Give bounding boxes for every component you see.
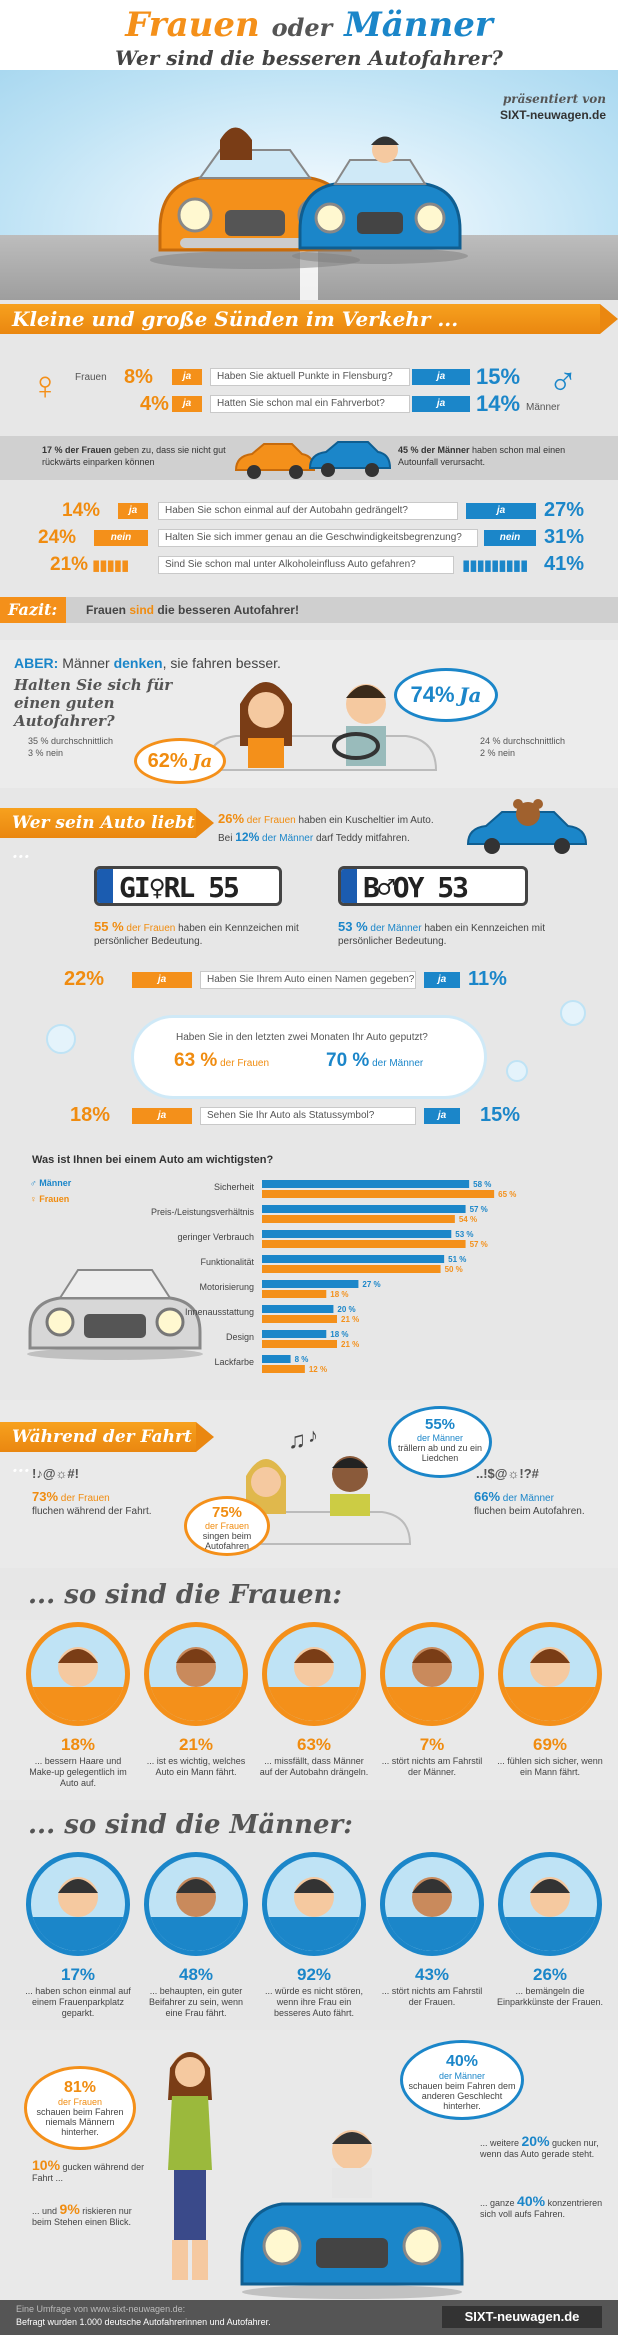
fazit-text xyxy=(86,603,299,617)
teddy-f-pct: 26% xyxy=(218,811,245,826)
f9-text: riskieren nur beim Stehen einen Blick. xyxy=(32,2206,132,2227)
chart-bar-frauen xyxy=(262,1340,337,1348)
plate-m-text: haben ein Kennzeichen mit persönlicher Bedeutung. xyxy=(338,923,545,947)
frauen-illustration-circle xyxy=(26,1622,130,1726)
frauen-person-illustration xyxy=(31,1627,125,1721)
row-flensburg-f-ja: ja xyxy=(172,369,202,385)
accident-pct: 45 % der Männer xyxy=(398,445,470,455)
m40b-text: konzentrieren sich voll aufs Fahren. xyxy=(480,2198,603,2219)
eu-band-icon xyxy=(97,869,113,903)
f10-pct: 10% xyxy=(32,2157,61,2173)
page-title xyxy=(0,6,618,47)
f-curse-text: fluchen während der Fahrt. xyxy=(32,1506,152,1517)
frauen-stat-text: ... fühlen sich sicher, wenn ein Mann fährt. xyxy=(497,1756,603,1777)
chart-value-label: 57 % xyxy=(469,1205,488,1214)
row-geschwindigkeit-f-pct: 24% xyxy=(38,527,77,548)
maenner-stat-text: ... stört nichts am Fahrstil der Frauen. xyxy=(381,1986,483,2007)
chart-value-label: 58 % xyxy=(473,1180,492,1189)
plate-female-text: GI♀RL 55 xyxy=(119,871,238,904)
maenner-stat-value: 48% xyxy=(178,1965,214,1984)
f-sing-text: singen beim Autofahren xyxy=(202,1531,252,1551)
row-draengeln-question: Haben Sie schon einmal auf der Autobahn gedrängelt? xyxy=(158,502,458,520)
chart-category-label: geringer Verbrauch xyxy=(177,1232,254,1242)
frauen-stat-text: ... bessern Haare und Make-up gelegentlich im Auto auf. xyxy=(29,1756,127,1788)
frauen-stat xyxy=(495,1734,605,1778)
aber-post: , sie fahren besser. xyxy=(162,655,281,671)
row-flensburg-m-ja: ja xyxy=(412,369,470,385)
chart-bar-maenner xyxy=(262,1305,333,1313)
title-oder: oder xyxy=(271,13,333,42)
maenner-person-illustration xyxy=(31,1857,125,1951)
m20-pre: ... weitere xyxy=(480,2138,522,2148)
fazit-pre: Frauen xyxy=(86,603,130,617)
frauen-person-illustration xyxy=(385,1627,479,1721)
m40-word: der Männer xyxy=(438,2071,486,2081)
chart-bar-maenner xyxy=(262,1230,451,1238)
male-curse-text xyxy=(474,1490,614,1518)
chart-bar-maenner xyxy=(262,1205,466,1213)
maenner-stat-value: 17% xyxy=(60,1965,96,1984)
sixt-logo-text: SIXT-neuwagen.de xyxy=(499,108,606,122)
fazit-post: die besseren Autofahrer! xyxy=(154,603,299,617)
plate-f-word: der Frauen xyxy=(123,923,176,934)
f9-pre: ... und xyxy=(32,2206,60,2216)
aber-left-2: 3 % nein xyxy=(28,748,64,758)
bubble-female-ja: Ja xyxy=(192,751,213,772)
f-curse-pct: 73% xyxy=(32,1489,59,1504)
maenner-stat-value: 43% xyxy=(414,1965,450,1984)
maenner-illustration-circle xyxy=(498,1852,602,1956)
female-curse-text xyxy=(32,1490,172,1518)
frauen-illustration-circle xyxy=(144,1622,248,1726)
m40b-pre: ... ganze xyxy=(480,2198,518,2208)
chart-value-label: 54 % xyxy=(458,1215,478,1224)
blue-car-illustration xyxy=(285,120,475,265)
row-alkohol-m-pct: 41% xyxy=(544,553,585,575)
teddy-m-text: darf Teddy mitfahren. xyxy=(313,833,410,844)
parking-pct: 17 % der Frauen xyxy=(42,445,112,455)
m-curse-word: der Männer xyxy=(500,1493,554,1504)
teddy-m-word: der Männer xyxy=(259,833,314,844)
page-subtitle: Wer sind die besseren Autofahrer? xyxy=(115,46,503,70)
chart-value-label: 57 % xyxy=(469,1240,488,1249)
wash-f-word: der Frauen xyxy=(217,1058,270,1069)
row-draengeln-f-ja: ja xyxy=(118,503,148,519)
frauen-stat xyxy=(377,1734,487,1778)
aber-question: Halten Sie sich für einen guten Autofahrer? xyxy=(14,676,173,730)
maenner-person-illustration xyxy=(149,1857,243,1951)
m20-text: gucken nur, wenn das Auto gerade steht. xyxy=(480,2138,599,2159)
male-label: Männer xyxy=(526,402,560,413)
chart-bar-frauen xyxy=(262,1315,337,1323)
teddy-text xyxy=(218,810,498,847)
chart-category-label: Lackfarbe xyxy=(214,1357,254,1367)
bubble-male xyxy=(394,668,498,722)
plate-f-pct: 55 % xyxy=(94,919,124,934)
frauen-heading: ... so sind die Frauen: xyxy=(28,1580,343,1610)
chart-bar-frauen xyxy=(262,1290,326,1298)
frauen-stat-text: ... stört nichts am Fahrstil der Männer. xyxy=(381,1756,483,1777)
chart-value-label: 51 % xyxy=(448,1255,467,1264)
row-draengeln-f-pct: 14% xyxy=(62,500,101,521)
chart-value-label: 53 % xyxy=(455,1230,474,1239)
wash-m-word: der Männer xyxy=(369,1058,424,1069)
bubble-deco-2 xyxy=(46,1024,76,1054)
f-sing-word: der Frauen xyxy=(204,1521,250,1531)
frauen-stat-value: 7% xyxy=(419,1735,445,1754)
row-name-question: Haben Sie Ihrem Auto einen Namen gegeben? xyxy=(200,971,416,989)
wash-female xyxy=(174,1050,269,1072)
m-sing-word: der Männer xyxy=(416,1433,464,1443)
frauen-stat-value: 63% xyxy=(296,1735,332,1754)
header xyxy=(0,0,618,300)
wash-m-pct: 70 % xyxy=(326,1050,370,1071)
m-curse-text: fluchen beim Autofahren. xyxy=(474,1506,585,1517)
chart-value-label: 18 % xyxy=(330,1290,349,1299)
section-auto-title: Wer sein Auto liebt ... xyxy=(12,813,195,863)
row-flensburg-f-pct: 8% xyxy=(124,366,153,388)
row-flensburg-question: Haben Sie aktuell Punkte in Flensburg? xyxy=(210,368,410,386)
plate-f-text: haben ein Kennzeichen mit persönlicher Bedeutung. xyxy=(94,923,299,947)
chart-bar-maenner xyxy=(262,1280,358,1288)
row-flensburg-m-pct: 15% xyxy=(476,364,521,389)
row-name-f-ja: ja xyxy=(132,972,192,988)
maenner-stat-text: ... behaupten, ein guter Beifahrer zu sein, wenn eine Frau fährt. xyxy=(148,1986,244,2018)
chart-value-label: 27 % xyxy=(362,1280,381,1289)
row-name-f-pct: 22% xyxy=(64,968,105,990)
bubble-male-pct: 74% xyxy=(410,682,455,707)
teddy-f-text: haben ein Kuscheltier im Auto. xyxy=(295,815,434,826)
row-alkohol-question: Sind Sie schon mal unter Alkoholeinfluss Auto gefahren? xyxy=(158,556,454,574)
eu-band-icon xyxy=(341,869,357,903)
section-fahrt-title: Während der Fahrt ... xyxy=(12,1427,192,1477)
accident-text xyxy=(398,444,598,468)
maenner-stat-text: ... würde es nicht stören, wenn ihre Frau ein besseres Auto fährt. xyxy=(264,1986,364,2018)
parking-cars-icon xyxy=(228,432,398,482)
row-fahrverbot-m-ja: ja xyxy=(412,396,470,412)
male-sing-bubble xyxy=(388,1406,492,1478)
aber-left-1: 35 % durchschnittlich xyxy=(28,736,114,746)
maenner-illustration-circle xyxy=(144,1852,248,1956)
aber-label: ABER: xyxy=(14,655,59,671)
row-draengeln-m-ja: ja xyxy=(466,503,536,519)
plate-male-caption xyxy=(338,920,548,948)
frauen-stat xyxy=(259,1734,369,1778)
bubble-female xyxy=(134,738,226,784)
row-status-f-pct: 18% xyxy=(70,1104,111,1126)
frauen-person-illustration xyxy=(149,1627,243,1721)
chart-category-label: Innenausstattung xyxy=(184,1307,254,1317)
m-curse-pct: 66% xyxy=(474,1489,501,1504)
bubble-deco-1 xyxy=(560,1000,586,1026)
maenner-heading: ... so sind die Männer: xyxy=(28,1810,353,1840)
row-geschwindigkeit-m-nein: nein xyxy=(484,530,536,546)
f10-text: gucken während der Fahrt ... xyxy=(32,2162,145,2183)
section-suenden-banner xyxy=(0,304,600,334)
row-name-m-ja: ja xyxy=(424,972,460,988)
sixt-logo xyxy=(486,108,606,122)
maenner-person-illustration xyxy=(503,1857,597,1951)
f81-word: der Frauen xyxy=(57,2097,103,2107)
section-fahrt-banner xyxy=(0,1422,196,1477)
row-geschwindigkeit-f-nein: nein xyxy=(94,530,148,546)
maenner-illustration-circle xyxy=(380,1852,484,1956)
presented-by: präsentiert von xyxy=(502,92,606,106)
chart-value-label: 8 % xyxy=(294,1355,309,1364)
legend-maenner: ♂ Männer xyxy=(30,1178,72,1188)
frauen-stat-text: ... missfällt, dass Männer auf der Autobahn drängeln. xyxy=(259,1756,369,1777)
section-auto-banner xyxy=(0,808,196,863)
maenner-person-illustration xyxy=(385,1857,479,1951)
chart-bar-frauen xyxy=(262,1365,305,1373)
curse-symbols-f: !♪@☼#! xyxy=(32,1466,79,1481)
curse-symbols-m: ..!$@☼!?# xyxy=(476,1466,539,1481)
chart-category-label: Motorisierung xyxy=(199,1282,254,1292)
row-draengeln-m-pct: 27% xyxy=(544,499,585,521)
wash-male xyxy=(326,1050,423,1072)
chart-bar-frauen xyxy=(262,1240,466,1248)
m20-pct: 20% xyxy=(521,2133,550,2149)
male-20-text xyxy=(480,2133,610,2160)
frauen-illustration-circle xyxy=(262,1622,366,1726)
chart-category-label: Funktionalität xyxy=(200,1257,254,1267)
teddy-m-pct: 12% xyxy=(235,830,260,844)
row-alkohol-f-pct: 21% xyxy=(50,554,89,575)
blue-car-man-illustration xyxy=(232,2100,472,2300)
row-status-m-ja: ja xyxy=(424,1108,460,1124)
m-sing-text: trällern ab und zu ein Liedchen xyxy=(397,1443,483,1463)
bubble-female-pct: 62% xyxy=(147,750,188,772)
female-9-text xyxy=(32,2201,150,2228)
legend-frauen: ♀ Frauen xyxy=(30,1194,70,1204)
section-suenden-title: Kleine und große Sünden im Verkehr ... xyxy=(12,307,459,331)
frauen-person-illustration xyxy=(503,1627,597,1721)
row-fahrverbot-f-pct: 4% xyxy=(140,393,169,415)
male-40b-text xyxy=(480,2193,610,2220)
footer-sixt-logo[interactable]: SIXT-neuwagen.de xyxy=(442,2306,602,2328)
chart-value-label: 12 % xyxy=(308,1365,328,1374)
row-status-f-ja: ja xyxy=(132,1108,192,1124)
chart-bar-maenner xyxy=(262,1330,326,1338)
bubble-male-ja: Ja xyxy=(459,683,482,707)
plate-m-word: der Männer xyxy=(367,923,422,934)
maenner-stat-value: 26% xyxy=(532,1965,568,1984)
row-fahrverbot-question: Hatten Sie schon mal ein Fahrverbot? xyxy=(210,395,410,413)
plate-male xyxy=(338,866,528,906)
chart-title: Was ist Ihnen bei einem Auto am wichtigsten? xyxy=(32,1154,274,1166)
svg-text:♫: ♫ xyxy=(288,1427,306,1454)
aber-bold: denken xyxy=(113,655,163,671)
maenner-stat xyxy=(377,1964,487,2008)
aber-right-1: 24 % durchschnittlich xyxy=(480,736,566,746)
title-frauen: Frauen xyxy=(125,5,260,45)
legend-maenner-label: Männer xyxy=(39,1178,72,1188)
female-sing-bubble xyxy=(184,1496,270,1556)
accident-rest: haben schon mal einen Autounfall verursacht. xyxy=(398,445,566,467)
frauen-stat xyxy=(23,1734,133,1789)
maenner-stat-text: ... haben schon einmal auf einem Frauenparkplatz geparkt. xyxy=(25,1986,131,2018)
aber-right-2: 2 % nein xyxy=(480,748,516,758)
chart-value-label: 65 % xyxy=(498,1190,517,1199)
chart-value-label: 21 % xyxy=(341,1340,360,1349)
frauen-stat-text: ... ist es wichtig, welches Auto ein Mann fährt. xyxy=(146,1756,246,1777)
f81-pct: 81% xyxy=(63,2079,97,2096)
row-geschwindigkeit-m-pct: 31% xyxy=(544,526,585,548)
chart-category-label: Sicherheit xyxy=(213,1182,254,1192)
frauen-stat-value: 69% xyxy=(532,1735,568,1754)
plate-male-text: B♂OY 53 xyxy=(363,871,468,904)
f-curse-word: der Frauen xyxy=(58,1493,110,1504)
chart-value-label: 21 % xyxy=(341,1315,360,1324)
m-sing-pct: 55% xyxy=(424,1416,456,1433)
maenner-stat-text: ... bemängeln die Einparkkünste der Frauen. xyxy=(496,1986,604,2007)
maenner-illustration-circle xyxy=(26,1852,130,1956)
bubble-deco-3 xyxy=(506,1060,528,1082)
title-maenner: Männer xyxy=(344,5,493,45)
row-status-question: Sehen Sie Ihr Auto als Statussymbol? xyxy=(200,1107,416,1125)
female-81-bubble xyxy=(24,2066,136,2150)
teddy-f-word: der Frauen xyxy=(244,815,296,826)
m40-pct: 40% xyxy=(445,2053,479,2070)
chart-bar-maenner xyxy=(262,1180,469,1188)
frauen-stat-value: 18% xyxy=(60,1735,96,1754)
footer-line1: Eine Umfrage von www.sixt-neuwagen.de: xyxy=(16,2304,186,2314)
male-symbol-icon: ♂ xyxy=(548,360,578,404)
maenner-stat xyxy=(23,1964,133,2019)
frauen-stat xyxy=(141,1734,251,1778)
standing-woman-illustration xyxy=(150,2040,230,2290)
row-name-m-pct: 11% xyxy=(468,968,507,990)
m40b-pct: 40% xyxy=(517,2193,546,2209)
plate-female xyxy=(94,866,282,906)
teddy-car-illustration xyxy=(462,796,592,856)
chart-bar-frauen xyxy=(262,1265,441,1273)
chart-value-label: 50 % xyxy=(444,1265,463,1274)
maenner-person-illustration xyxy=(267,1857,361,1951)
maenner-stat xyxy=(259,1964,369,2019)
maenner-stat xyxy=(141,1964,251,2019)
parking-rest: geben zu, dass sie nicht gut rückwärts einparken können xyxy=(42,445,226,467)
maenner-stat-value: 92% xyxy=(296,1965,332,1984)
row-status-m-pct: 15% xyxy=(480,1104,521,1126)
teddy-pre: Bei xyxy=(218,833,236,844)
chart-category-label: Design xyxy=(225,1332,254,1342)
chart-value-label: 20 % xyxy=(337,1305,356,1314)
frauen-illustration-circle xyxy=(380,1622,484,1726)
frauen-person-illustration xyxy=(267,1627,361,1721)
female-symbol-icon: ♀ xyxy=(30,364,60,408)
chart-bar-maenner xyxy=(262,1355,291,1363)
row-geschwindigkeit-question: Halten Sie sich immer genau an die Geschwindigkeitsbegrenzung? xyxy=(158,529,478,547)
chart-value-label: 18 % xyxy=(330,1330,349,1339)
parking-text xyxy=(42,444,242,468)
chart-category-label: Preis-/Leistungsverhältnis xyxy=(150,1207,254,1217)
fazit-label: Fazit: xyxy=(0,597,66,623)
legend-frauen-label: Frauen xyxy=(39,1194,70,1204)
plate-m-pct: 53 % xyxy=(338,919,368,934)
bottle-icons-m: ▮▮▮▮▮▮▮▮▮ xyxy=(462,557,528,574)
svg-text:♪: ♪ xyxy=(308,1425,318,1447)
frauen-illustration-circle xyxy=(498,1622,602,1726)
chart-bar-maenner xyxy=(262,1255,444,1263)
frauen-stat-value: 21% xyxy=(178,1735,214,1754)
f-sing-pct: 75% xyxy=(211,1504,243,1521)
row-fahrverbot-f-ja: ja xyxy=(172,396,202,412)
bottle-icons-f: ▮▮▮▮▮ xyxy=(92,557,129,574)
m40-text: schauen beim Fahren dem anderen Geschlecht hinterher. xyxy=(408,2081,516,2111)
wash-question: Haben Sie in den letzten zwei Monaten Ihr Auto geputzt? xyxy=(176,1032,428,1043)
wash-f-pct: 63 % xyxy=(174,1050,218,1071)
fazit-bold: sind xyxy=(129,603,155,617)
importance-bar-chart xyxy=(0,1172,618,1382)
maenner-illustration-circle xyxy=(262,1852,366,1956)
row-fahrverbot-m-pct: 14% xyxy=(476,391,521,416)
footer-line2: Befragt wurden 1.000 deutsche Autofahrerinnen und Autofahrer. xyxy=(16,2317,271,2327)
chart-bar-frauen xyxy=(262,1215,455,1223)
female-10-text xyxy=(32,2157,150,2184)
chart-bar-frauen xyxy=(262,1190,494,1198)
f81-text: schauen beim Fahren niemals Männern hinterher. xyxy=(36,2107,124,2137)
aber-pre: Männer xyxy=(58,655,114,671)
f9-pct: 9% xyxy=(59,2201,80,2217)
maenner-stat xyxy=(495,1964,605,2008)
female-label: Frauen xyxy=(75,372,107,383)
plate-female-caption xyxy=(94,920,304,948)
